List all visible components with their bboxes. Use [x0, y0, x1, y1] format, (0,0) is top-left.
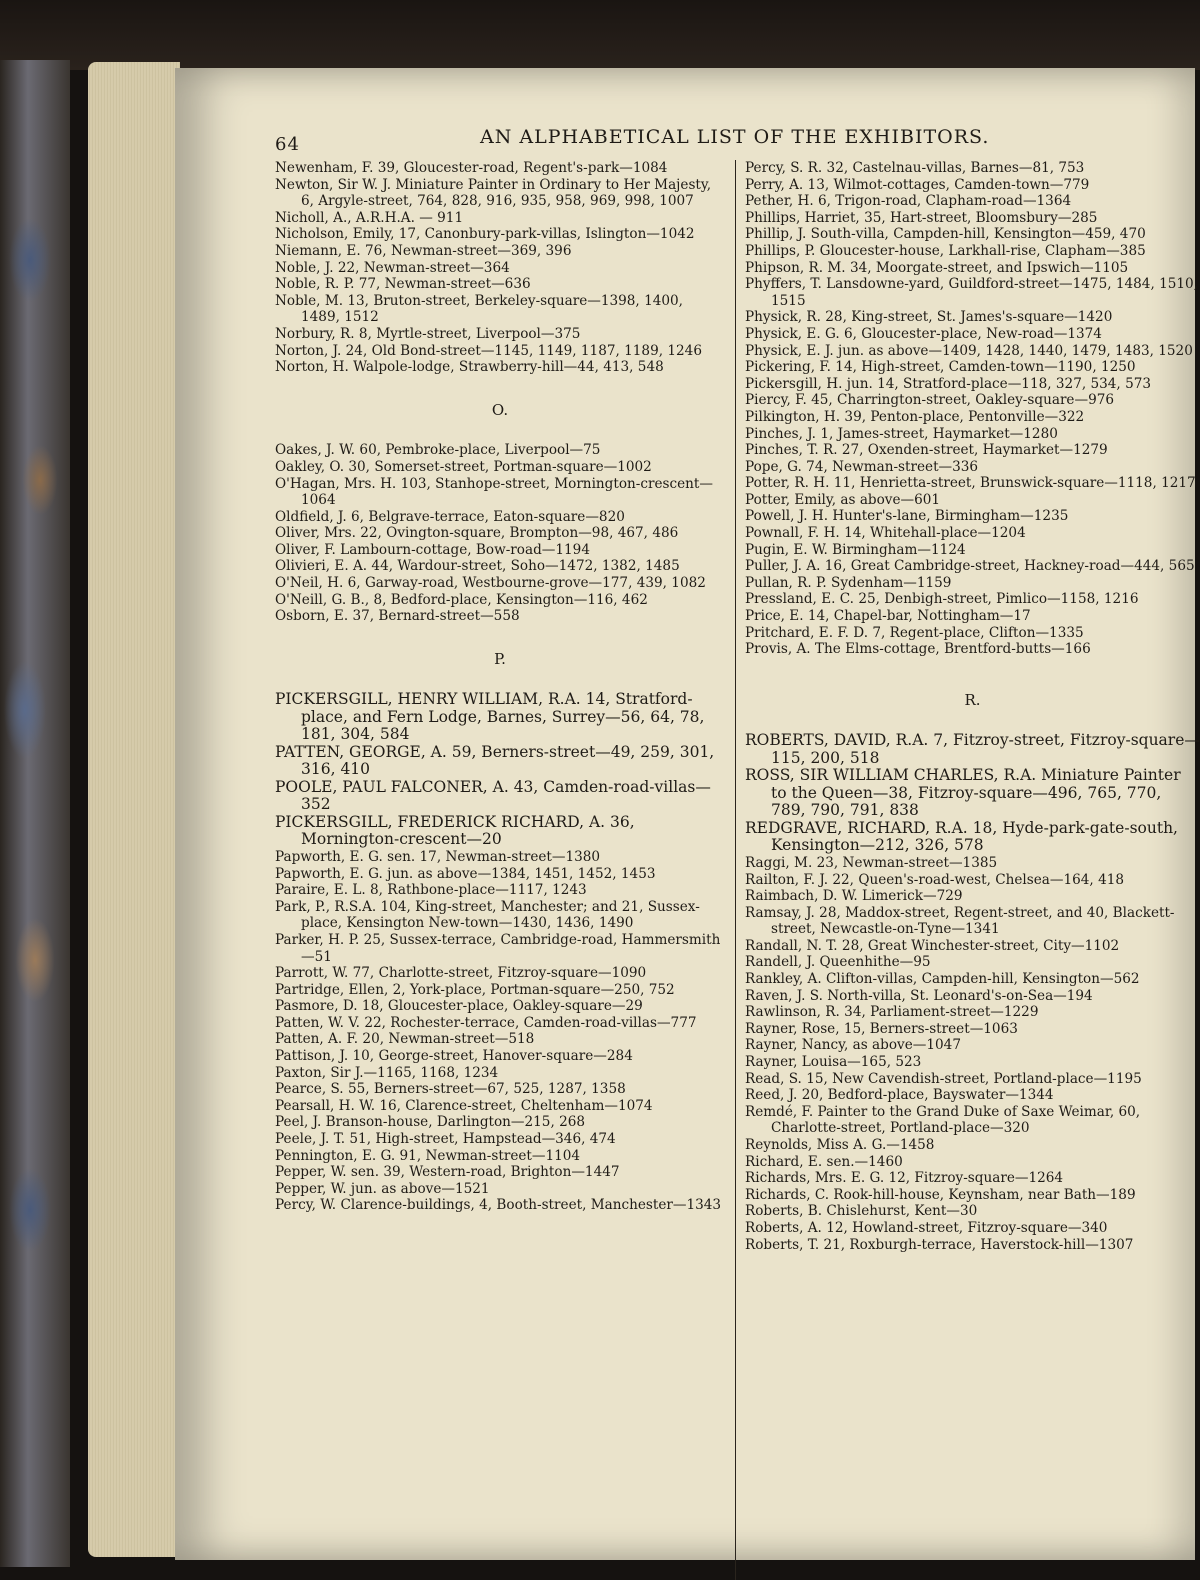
list-item: Reynolds, Miss A. G.—1458	[745, 1137, 935, 1153]
list-item: Phillips, Harriet, 35, Hart-street, Bloomsbury—285	[745, 209, 1098, 226]
list-item: Oakley, O. 30, Somerset-street, Portman-square—1002	[275, 458, 652, 475]
list-item: Papworth, E. G. sen. 17, Newman-street—1380	[275, 848, 601, 865]
p-entries-left	[275, 849, 725, 1214]
list-item: Pepper, W. jun. as above—1521	[275, 1180, 490, 1197]
list-item: Pearce, S. 55, Berners-street—67, 525, 1287, 1358	[275, 1081, 626, 1098]
list-item: Norton, J. 24, Old Bond-street—1145, 1149, 1187, 1189, 1246	[275, 342, 702, 359]
book-page	[175, 68, 1200, 1560]
list-item: Railton, F. J. 22, Queen's-road-west, Chelsea—164, 418	[745, 871, 1125, 888]
list-item: Pressland, E. C. 25, Denbigh-street, Pimlico—1158, 1216	[745, 591, 1139, 608]
list-item: Oldfield, J. 6, Belgrave-terrace, Eaton-square—820	[275, 508, 625, 525]
list-item: Pickering, F. 14, High-street, Camden-town—1190, 1250	[745, 359, 1136, 376]
list-item: Remdé, F. Painter to the Grand Duke of Saxe Weimar, 60, Charlotte-street, Portland-place—320	[745, 1103, 1141, 1137]
list-item: Phillips, P. Gloucester-house, Larkhall-rise, Clapham—385	[745, 242, 1146, 259]
list-item: Richards, Mrs. E. G. 12, Fitzroy-square—1264	[745, 1170, 1064, 1187]
n-entries	[275, 160, 725, 376]
list-item: Oliver, F. Lambourn-cottage, Bow-road—1194	[275, 541, 590, 558]
list-item: Pearsall, H. W. 16, Clarence-street, Cheltenham—1074	[275, 1097, 653, 1114]
list-item: Pennington, E. G. 91, Newman-street—1104	[275, 1147, 581, 1164]
list-item: Phipson, R. M. 34, Moorgate-street, and Ipswich—1105	[745, 259, 1129, 276]
list-item: Pullan, R. P. Sydenham—1159	[745, 574, 952, 591]
list-item: Newton, Sir W. J. Miniature Painter in Ordinary to Her Majesty, 6, Argyle-street, 764, 828, 916, 935, 958, 969, 998, 1007	[275, 176, 712, 210]
academician-entry: PICKERSGILL, HENRY WILLIAM, R.A. 14, Stratford-place, and Fern Lodge, Barnes, Surrey—56, 64, 78, 181, 304, 584	[275, 690, 705, 744]
list-item: Randell, J. Queenhithe—95	[745, 954, 931, 971]
list-item: Richards, C. Rook-hill-house, Keynsham, near Bath—189	[745, 1186, 1136, 1203]
list-item: Peel, J. Branson-house, Darlington—215, 268	[275, 1114, 586, 1131]
list-item: Olivieri, E. A. 44, Wardour-street, Soho—1472, 1382, 1485	[275, 558, 680, 575]
list-item: Parrott, W. 77, Charlotte-street, Fitzroy-square—1090	[275, 965, 647, 982]
list-item: Rayner, Louisa—165, 523	[745, 1054, 922, 1071]
list-item: Park, P., R.S.A. 104, King-street, Manchester; and 21, Sussex-place, Kensington New-town—1430, 1436, 1490	[275, 898, 700, 932]
list-item: Pownall, F. H. 14, Whitehall-place—1204	[745, 525, 1026, 542]
list-item: Peele, J. T. 51, High-street, Hampstead—346, 474	[275, 1131, 616, 1148]
r-academicians	[745, 732, 1200, 855]
list-item: Pattison, J. 10, George-street, Hanover-square—284	[275, 1048, 633, 1065]
list-item: Puller, J. A. 16, Great Cambridge-street, Hackney-road—444, 565	[745, 558, 1195, 575]
right-column	[745, 160, 1200, 1253]
list-item: Richard, E. sen.—1460	[745, 1153, 903, 1170]
list-item: Roberts, A. 12, Howland-street, Fitzroy-square—340	[745, 1219, 1108, 1236]
list-item: Patten, A. F. 20, Newman-street—518	[275, 1031, 535, 1048]
book-spine	[0, 0, 1200, 70]
list-item: Pickersgill, H. jun. 14, Stratford-place—118, 327, 534, 573	[745, 375, 1152, 392]
list-item: Phyffers, T. Lansdowne-yard, Guildford-street—1475, 1484, 1510, 1515	[745, 276, 1199, 309]
list-item: Piercy, F. 45, Charrington-street, Oakley-square—976	[745, 392, 1115, 409]
list-item: Rankley, A. Clifton-villas, Campden-hill, Kensington—562	[745, 971, 1140, 988]
academician-entry: REDGRAVE, RICHARD, R.A. 18, Hyde-park-gate-south, Kensington—212, 326, 578	[745, 818, 1178, 855]
list-item: Physick, R. 28, King-street, St. James's-square—1420	[745, 309, 1113, 326]
list-item: Roberts, B. Chislehurst, Kent—30	[745, 1203, 978, 1220]
list-item: Potter, Emily, as above—601	[745, 491, 941, 508]
academician-entry: ROBERTS, DAVID, R.A. 7, Fitzroy-street, Fitzroy-square—115, 200, 518	[745, 731, 1200, 767]
list-item: Physick, E. J. jun. as above—1409, 1428, 1440, 1479, 1483, 1520	[745, 342, 1193, 359]
list-item: Raimbach, D. W. Limerick—729	[745, 888, 963, 905]
list-item: Oakes, J. W. 60, Pembroke-place, Liverpool—75	[275, 442, 601, 459]
list-item: Osborn, E. 37, Bernard-street—558	[275, 608, 520, 625]
list-item: Norbury, R. 8, Myrtle-street, Liverpool—375	[275, 325, 581, 342]
section-heading-r: R.	[964, 690, 981, 709]
section-heading-p: P.	[494, 649, 506, 668]
left-column	[275, 160, 725, 1214]
list-item: Oliver, Mrs. 22, Ovington-square, Brompton—98, 467, 486	[275, 525, 679, 542]
list-item: Randall, N. T. 28, Great Winchester-street, City—1102	[745, 937, 1120, 954]
section-heading-o: O.	[491, 400, 509, 419]
list-item: Rayner, Nancy, as above—1047	[745, 1037, 961, 1054]
list-item: Ramsay, J. 28, Maddox-street, Regent-street, and 40, Blackett-street, Newcastle-on-Tyne—1341	[745, 904, 1175, 938]
list-item: Noble, R. P. 77, Newman-street—636	[275, 276, 531, 293]
list-item: Pepper, W. sen. 39, Western-road, Brighton—1447	[275, 1164, 620, 1181]
list-item: Noble, M. 13, Bruton-street, Berkeley-square—1398, 1400, 1489, 1512	[275, 292, 683, 326]
list-item: Newenham, F. 39, Gloucester-road, Regent's-park—1084	[275, 160, 668, 176]
list-item: Paxton, Sir J.—1165, 1168, 1234	[275, 1064, 499, 1081]
list-item: Pugin, E. W. Birmingham—1124	[745, 541, 966, 558]
list-item: Read, S. 15, New Cavendish-street, Portland-place—1195	[745, 1070, 1142, 1087]
list-item: Reed, J. 20, Bedford-place, Bayswater—1344	[745, 1087, 1054, 1104]
page-edges	[88, 62, 180, 1557]
list-item: Pinches, T. R. 27, Oxenden-street, Haymarket—1279	[745, 442, 1108, 459]
list-item: Raggi, M. 23, Newman-street—1385	[745, 854, 998, 871]
academician-entry: POOLE, PAUL FALCONER, A. 43, Camden-road-villas—352	[275, 777, 711, 814]
list-item: Rayner, Rose, 15, Berners-street—1063	[745, 1020, 1018, 1037]
list-item: Paraire, E. L. 8, Rathbone-place—1117, 1243	[275, 882, 587, 899]
list-item: Norton, H. Walpole-lodge, Strawberry-hill—44, 413, 548	[275, 359, 664, 376]
list-item: Potter, R. H. 11, Henrietta-street, Brunswick-square—1118, 1217	[745, 475, 1196, 492]
academician-entry: PICKERSGILL, FREDERICK RICHARD, A. 36, Mornington-crescent—20	[275, 812, 635, 849]
list-item: Nicholson, Emily, 17, Canonbury-park-villas, Islington—1042	[275, 226, 695, 243]
list-item: Raven, J. S. North-villa, St. Leonard's-on-Sea—194	[745, 987, 1093, 1004]
o-entries	[275, 442, 725, 625]
list-item: Pasmore, D. 18, Gloucester-place, Oakley-square—29	[275, 998, 643, 1015]
column-divider	[735, 160, 736, 1580]
list-item: Physick, E. G. 6, Gloucester-place, New-road—1374	[745, 325, 1102, 342]
p-academicians	[275, 691, 725, 849]
list-item: Percy, W. Clarence-buildings, 4, Booth-street, Manchester—1343	[275, 1197, 722, 1214]
list-item: Roberts, T. 21, Roxburgh-terrace, Haverstock-hill—1307	[745, 1236, 1134, 1253]
list-item: Parker, H. P. 25, Sussex-terrace, Cambridge-road, Hammersmith—51	[275, 931, 721, 965]
list-item: Partridge, Ellen, 2, York-place, Portman-square—250, 752	[275, 981, 675, 998]
page-header	[275, 126, 1155, 156]
list-item: Papworth, E. G. jun. as above—1384, 1451, 1452, 1453	[275, 865, 656, 882]
page-title: AN ALPHABETICAL LIST OF THE EXHIBITORS.	[480, 126, 990, 148]
list-item: Perry, A. 13, Wilmot-cottages, Camden-town—779	[745, 176, 1090, 193]
list-item: Niemann, E. 76, Newman-street—369, 396	[275, 242, 572, 259]
list-item: O'Hagan, Mrs. H. 103, Stanhope-street, Mornington-crescent—1064	[275, 475, 713, 509]
list-item: Pether, H. 6, Trigon-road, Clapham-road—1364	[745, 193, 1072, 210]
list-item: Powell, J. H. Hunter's-lane, Birmingham—1235	[745, 508, 1069, 525]
page-number: 64	[275, 134, 300, 155]
list-item: Phillip, J. South-villa, Campden-hill, Kensington—459, 470	[745, 226, 1146, 243]
list-item: Nicholl, A., A.R.H.A. — 911	[275, 209, 464, 226]
list-item: Percy, S. R. 32, Castelnau-villas, Barnes—81, 753	[745, 160, 1085, 176]
academician-entry: PATTEN, GEORGE, A. 59, Berners-street—49, 259, 301, 316, 410	[275, 742, 715, 779]
p-entries-right	[745, 160, 1200, 658]
list-item: Noble, J. 22, Newman-street—364	[275, 259, 510, 276]
list-item: Rawlinson, R. 34, Parliament-street—1229	[745, 1004, 1039, 1021]
list-item: Patten, W. V. 22, Rochester-terrace, Camden-road-villas—777	[275, 1014, 697, 1031]
list-item: O'Neil, H. 6, Garway-road, Westbourne-grove—177, 439, 1082	[275, 575, 706, 592]
list-item: Price, E. 14, Chapel-bar, Nottingham—17	[745, 608, 1031, 625]
academician-entry: ROSS, SIR WILLIAM CHARLES, R.A. Miniature Painter to the Queen—38, Fitzroy-square—496, 765, 770, 789, 790, 791, 838	[745, 766, 1181, 820]
list-item: Pinches, J. 1, James-street, Haymarket—1280	[745, 425, 1058, 442]
list-item: Pope, G. 74, Newman-street—336	[745, 458, 979, 475]
r-entries	[745, 855, 1200, 1253]
list-item: Provis, A. The Elms-cottage, Brentford-butts—166	[745, 641, 1091, 658]
list-item: O'Neill, G. B., 8, Bedford-place, Kensington—116, 462	[275, 591, 648, 608]
list-item: Pritchard, E. F. D. 7, Regent-place, Clifton—1335	[745, 624, 1084, 641]
list-item: Pilkington, H. 39, Penton-place, Pentonville—322	[745, 408, 1085, 425]
marbled-endpaper	[0, 60, 70, 1567]
